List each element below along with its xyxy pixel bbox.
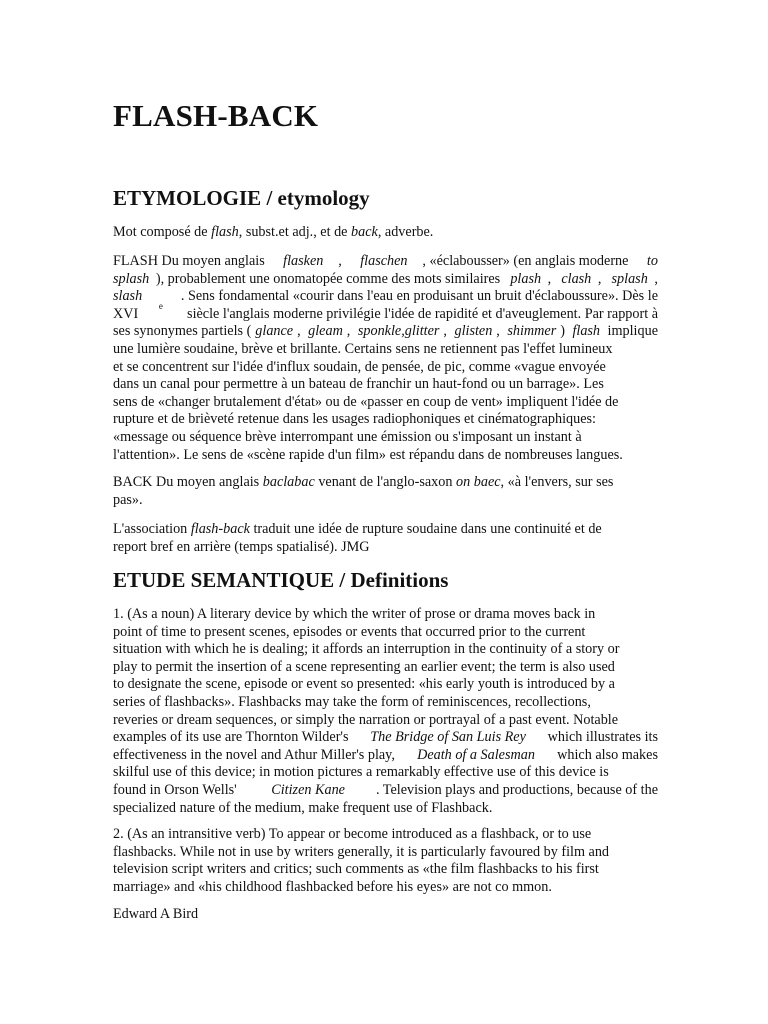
document-title: FLASH-BACK: [113, 98, 319, 133]
italic-term: sponkle,glitter: [357, 323, 440, 340]
text-line: [113, 474, 658, 492]
text-run: examples of its use are Thornton Wilder's: [113, 729, 353, 746]
text-run: flashbacks. While not in use by writers generally, it is particularly favoured by film and: [113, 843, 610, 860]
text-run: siècle l'anglais moderne privilégie l'idée de rapidité et d'aveuglement. Par rapport à: [183, 305, 658, 322]
text-run: 2. (As an intransitive verb) To appear or become introduced as a flashback, or to use: [113, 826, 592, 842]
text-run: marriage» and «his childhood flashbacked before his eyes» are not co mmon.: [113, 878, 552, 895]
text-run: which illustrates its: [544, 729, 658, 746]
text-run: ,: [654, 270, 658, 287]
text-run: rupture et de brièveté retenue dans les usages radiophoniques et cinématographiques:: [113, 411, 596, 428]
text-line: [113, 411, 658, 429]
text-line: [113, 539, 658, 557]
text-line: [113, 861, 658, 879]
text-run: which also makes: [553, 746, 658, 763]
text-line: [113, 376, 658, 394]
text-run: situation with which he is dealing; it affords an interruption in the continuity of a story or: [113, 641, 620, 658]
italic-title: The Bridge of San Luis Rey: [370, 729, 526, 746]
italic-term: glisten: [454, 323, 493, 340]
italic-title: Citizen Kane: [271, 781, 345, 798]
text-line: [113, 764, 658, 782]
definition-2-paragraph: [113, 826, 658, 896]
italic-term: plash: [510, 270, 542, 287]
text-line: [113, 341, 658, 359]
text-line: [113, 394, 658, 412]
text-run: report bref en arrière (temps spatialisé). JMG: [113, 538, 370, 555]
text-run: ,: [338, 253, 346, 269]
text-line: [113, 447, 658, 465]
text-line: [113, 659, 658, 677]
italic-term: baclabac: [262, 474, 315, 490]
text-run: ,: [597, 270, 605, 287]
text-line: [113, 826, 658, 844]
text-line: [113, 624, 658, 642]
flash-etymology-paragraph: [113, 253, 658, 464]
text-run: . Sens fondamental «courir dans l'eau en produisant un bruit d'éclaboussure». Dès le: [180, 288, 658, 305]
text-line: [113, 712, 658, 730]
italic-term: flaschen: [360, 253, 408, 269]
text-run: BACK Du moyen anglais: [113, 474, 263, 490]
text-run: ,: [346, 323, 354, 340]
text-line: [113, 606, 658, 624]
text-run: FLASH Du moyen anglais: [113, 253, 269, 269]
text-run: to designate the scene, episode or event so presented: «his early youth is introduced by a: [113, 676, 615, 693]
text-run: play to permit the insertion of a scene representing an earlier event; the term is also used: [113, 658, 615, 675]
semantics-heading: ETUDE SEMANTIQUE / Definitions: [113, 568, 449, 592]
text-run: ,: [297, 323, 305, 340]
italic-term: splash: [113, 270, 150, 287]
text-run: traduit une idée de rupture soudaine dans une continuité et de: [249, 521, 602, 537]
text-line: [113, 694, 658, 712]
text-run: television script writers and critics; such comments as «the film flashbacks to his first: [113, 861, 599, 878]
text-run: specialized nature of the medium, make frequent use of Flashback.: [113, 799, 493, 816]
text-run: , «à l'envers, sur ses: [500, 474, 614, 490]
author-signature: [113, 906, 658, 924]
back-etymology-paragraph: [113, 474, 658, 509]
text-run: series of flashbacks». Flashbacks may take the form of reminiscences, recollections,: [113, 693, 591, 710]
text-line: [113, 729, 658, 747]
italic-term: gleam: [308, 323, 343, 340]
text-run: ,: [496, 323, 504, 340]
text-run: et se concentrent sur l'idée d'influx soudain, de pensée, de pic, comme «vague envoyée: [113, 358, 606, 375]
italic-term: shimmer: [507, 323, 557, 340]
text-run: , adverbe.: [377, 224, 434, 240]
italic-term: on baec: [456, 474, 501, 490]
text-run: sens de «changer brutalement d'état» ou de «passer en coup de vent» impliquent l'idée de: [113, 393, 619, 410]
text-run: , subst.et adj., et de: [238, 224, 352, 240]
text-run: . Television plays and productions, because of the: [375, 781, 658, 798]
text-line: [113, 747, 658, 765]
text-line: [113, 800, 658, 818]
text-run: ): [560, 323, 569, 340]
text-line: [113, 879, 658, 897]
text-run: Mot composé de: [113, 224, 212, 240]
text-run: ses synonymes partiels (: [113, 323, 252, 340]
text-run: skilful use of this device; in motion pictures a remarkably effective use of this device is: [113, 764, 609, 781]
text-run: «message ou séquence brève interrompant une émission ou s'imposant un instant à: [113, 428, 582, 445]
italic-term: flash-back: [190, 521, 250, 537]
italic-term: slash: [113, 288, 143, 305]
text-run: ,: [547, 270, 555, 287]
text-line: [113, 676, 658, 694]
text-line: [113, 782, 658, 800]
italic-term: flash: [572, 323, 601, 340]
text-line: [113, 271, 658, 289]
text-run: ,: [443, 323, 451, 340]
text-run: ), probablement une onomatopée comme des mots similaires: [155, 270, 504, 287]
etymology-intro-paragraph: [113, 224, 658, 242]
text-line: [113, 288, 658, 306]
text-line: [113, 359, 658, 377]
text-run: reveries or dream sequences, or simply the narration or portrayal of a past event. Notable: [113, 711, 619, 728]
text-line: [113, 492, 658, 510]
text-run: une lumière soudaine, brève et brillante. Certains sens ne retiennent pas l'effet lumineux: [113, 340, 613, 357]
text-run: L'association: [113, 521, 191, 537]
text-run: effectiveness in the novel and Athur Miller's play,: [113, 746, 399, 763]
text-run: , «éclabousser» (en anglais moderne: [422, 253, 632, 269]
text-line: [113, 844, 658, 862]
italic-term: flasken: [283, 253, 324, 269]
text-line: [113, 641, 658, 659]
italic-term: glance: [255, 323, 294, 340]
etymology-heading: ETYMOLOGIE / etymology: [113, 186, 370, 210]
text-run: dans un canal pour permettre à un bateau de franchir un haut-fond ou un barrage». Les: [113, 376, 604, 393]
text-run: pas».: [113, 491, 143, 508]
author-name: Edward A Bird: [113, 906, 199, 922]
text-run: l'attention». Le sens de «scène rapide d'un film» est répandu dans de nombreuses langues.: [113, 446, 623, 463]
text-line: [113, 429, 658, 447]
text-run: implique: [604, 323, 658, 340]
italic-term: clash: [561, 270, 592, 287]
italic-term: back: [351, 224, 378, 240]
text-run: venant de l'anglo-saxon: [314, 474, 457, 490]
text-run: 1. (As a noun) A literary device by which the writer of prose or drama moves back in: [113, 606, 596, 622]
text-line: [113, 521, 658, 539]
italic-term: flash: [211, 224, 239, 240]
italic-title: Death of a Salesman: [417, 746, 535, 763]
superscript: e: [158, 300, 163, 311]
text-line: [113, 300, 658, 324]
text-run: point of time to present scenes, episodes or events that occurred prior to the current: [113, 623, 586, 640]
text-line: [113, 253, 658, 271]
italic-term: to: [646, 253, 658, 269]
italic-term: splash: [611, 270, 648, 287]
association-paragraph: [113, 521, 658, 556]
text-run: XVI: [113, 305, 139, 322]
text-line: [113, 323, 658, 341]
definition-1-paragraph: [113, 606, 658, 817]
text-run: found in Orson Wells': [113, 781, 241, 798]
